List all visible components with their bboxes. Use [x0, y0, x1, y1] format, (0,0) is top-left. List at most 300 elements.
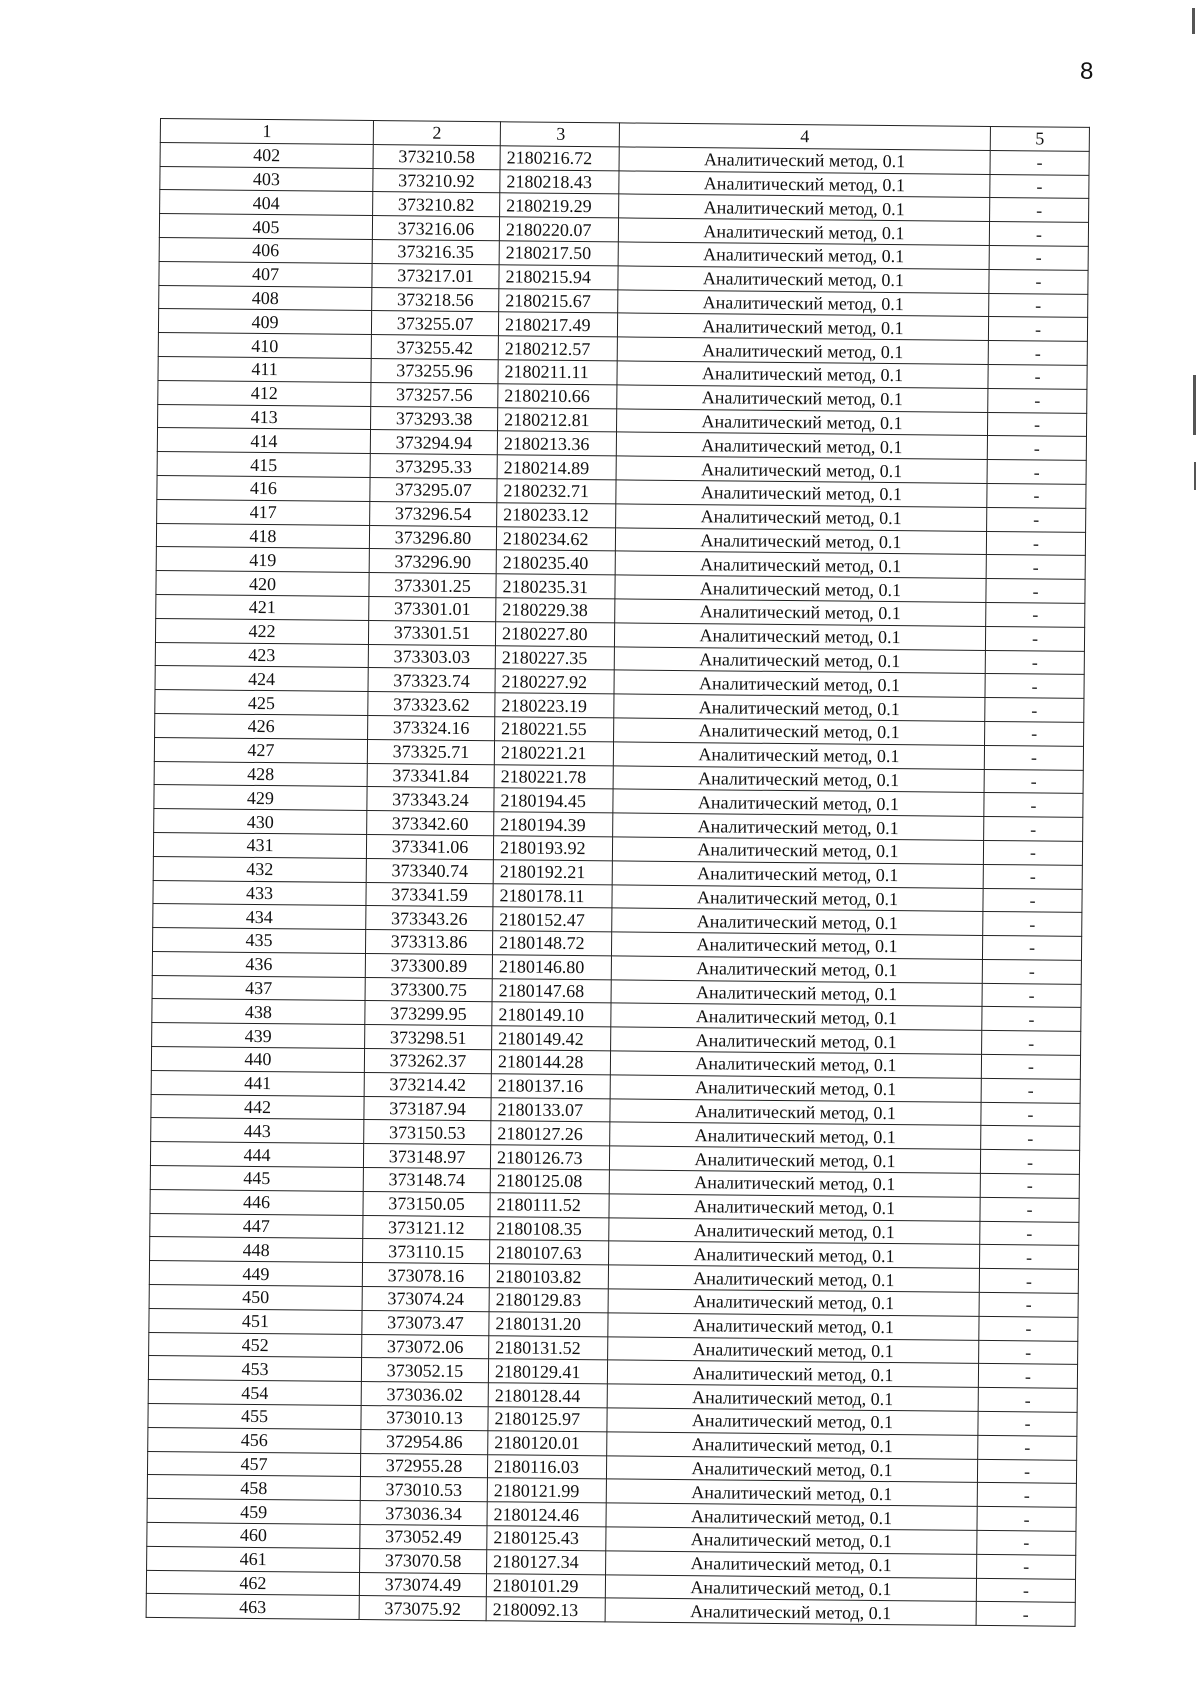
- method-accuracy-cell: Аналитический метод, 0.1: [618, 242, 989, 269]
- method-accuracy-cell: Аналитический метод, 0.1: [614, 670, 985, 697]
- header-col-1: 1: [160, 119, 373, 145]
- x-coordinate-cell: 373216.35: [372, 240, 499, 265]
- note-cell: -: [983, 864, 1082, 889]
- point-number-cell: 441: [151, 1070, 364, 1096]
- note-cell: -: [990, 150, 1089, 175]
- method-accuracy-cell: Аналитический метод, 0.1: [606, 1551, 977, 1578]
- point-number-cell: 450: [149, 1284, 362, 1310]
- method-accuracy-cell: Аналитический метод, 0.1: [615, 527, 986, 554]
- point-number-cell: 426: [155, 713, 368, 739]
- note-cell: -: [987, 412, 1086, 437]
- y-coordinate-cell: 2180111.52: [490, 1193, 609, 1218]
- x-coordinate-cell: 373300.75: [365, 977, 492, 1002]
- y-coordinate-cell: 2180148.72: [492, 931, 611, 956]
- point-number-cell: 406: [159, 237, 372, 263]
- x-coordinate-cell: 373324.16: [368, 715, 495, 740]
- method-accuracy-cell: Аналитический метод, 0.1: [614, 694, 985, 721]
- point-number-cell: 447: [150, 1213, 363, 1239]
- x-coordinate-cell: 373150.53: [364, 1120, 491, 1145]
- note-cell: -: [978, 1388, 1077, 1413]
- method-accuracy-cell: Аналитический метод, 0.1: [614, 718, 985, 745]
- method-accuracy-cell: Аналитический метод, 0.1: [610, 1099, 981, 1126]
- y-coordinate-cell: 2180092.13: [486, 1597, 605, 1622]
- point-number-cell: 405: [159, 214, 372, 240]
- x-coordinate-cell: 373255.07: [371, 311, 498, 336]
- y-coordinate-cell: 2180210.66: [498, 384, 617, 409]
- x-coordinate-cell: 373217.01: [372, 263, 499, 288]
- page-number: 8: [1080, 58, 1094, 85]
- point-number-cell: 408: [159, 285, 372, 311]
- y-coordinate-cell: 2180108.35: [490, 1216, 609, 1241]
- note-cell: -: [989, 269, 1088, 294]
- note-cell: -: [987, 483, 1086, 508]
- note-cell: -: [983, 912, 1082, 937]
- point-number-cell: 409: [158, 309, 371, 335]
- point-number-cell: 462: [146, 1570, 359, 1596]
- note-cell: -: [980, 1150, 1079, 1175]
- y-coordinate-cell: 2180131.52: [489, 1335, 608, 1360]
- x-coordinate-cell: 373341.06: [366, 834, 493, 859]
- method-accuracy-cell: Аналитический метод, 0.1: [615, 575, 986, 602]
- method-accuracy-cell: Аналитический метод, 0.1: [607, 1360, 978, 1387]
- x-coordinate-cell: 373121.12: [363, 1215, 490, 1240]
- y-coordinate-cell: 2180121.99: [487, 1478, 606, 1503]
- y-coordinate-cell: 2180220.07: [499, 217, 618, 242]
- y-coordinate-cell: 2180178.11: [493, 883, 612, 908]
- note-cell: -: [979, 1245, 1078, 1270]
- y-coordinate-cell: 2180212.81: [498, 407, 617, 432]
- x-coordinate-cell: 373210.58: [373, 144, 500, 169]
- note-cell: -: [976, 1578, 1075, 1603]
- note-cell: -: [979, 1269, 1078, 1294]
- point-number-cell: 424: [155, 666, 368, 692]
- y-coordinate-cell: 2180218.43: [500, 169, 619, 194]
- note-cell: -: [981, 1078, 1080, 1103]
- method-accuracy-cell: Аналитический метод, 0.1: [608, 1289, 979, 1316]
- x-coordinate-cell: 373340.74: [366, 858, 493, 883]
- y-coordinate-cell: 2180147.68: [492, 978, 611, 1003]
- y-coordinate-cell: 2180126.73: [490, 1145, 609, 1170]
- point-number-cell: 402: [160, 142, 373, 168]
- point-number-cell: 463: [146, 1594, 359, 1620]
- point-number-cell: 446: [150, 1189, 363, 1215]
- note-cell: -: [988, 317, 1087, 342]
- scan-artifact: [1192, 8, 1195, 34]
- point-number-cell: 458: [147, 1475, 360, 1501]
- method-accuracy-cell: Аналитический метод, 0.1: [605, 1598, 976, 1625]
- point-number-cell: 435: [153, 928, 366, 954]
- point-number-cell: 439: [152, 1023, 365, 1049]
- method-accuracy-cell: Аналитический метод, 0.1: [617, 361, 988, 388]
- method-accuracy-cell: Аналитический метод, 0.1: [615, 551, 986, 578]
- note-cell: -: [977, 1530, 1076, 1555]
- y-coordinate-cell: 2180137.16: [491, 1074, 610, 1099]
- method-accuracy-cell: Аналитический метод, 0.1: [607, 1432, 978, 1459]
- header-col-5: 5: [990, 126, 1089, 151]
- method-accuracy-cell: Аналитический метод, 0.1: [616, 480, 987, 507]
- point-number-cell: 444: [150, 1142, 363, 1168]
- point-number-cell: 438: [152, 999, 365, 1025]
- point-number-cell: 413: [158, 404, 371, 430]
- point-number-cell: 455: [148, 1403, 361, 1429]
- x-coordinate-cell: 373075.92: [359, 1596, 486, 1621]
- note-cell: -: [988, 388, 1087, 413]
- y-coordinate-cell: 2180214.89: [497, 455, 616, 480]
- x-coordinate-cell: 373110.15: [363, 1239, 490, 1264]
- point-number-cell: 418: [156, 523, 369, 549]
- x-coordinate-cell: 373010.13: [361, 1406, 488, 1431]
- point-number-cell: 410: [158, 333, 371, 359]
- point-number-cell: 452: [149, 1332, 362, 1358]
- y-coordinate-cell: 2180194.39: [494, 812, 613, 837]
- note-cell: -: [980, 1221, 1079, 1246]
- y-coordinate-cell: 2180192.21: [493, 859, 612, 884]
- point-number-cell: 434: [153, 904, 366, 930]
- x-coordinate-cell: 373210.82: [373, 192, 500, 217]
- note-cell: -: [983, 888, 1082, 913]
- method-accuracy-cell: Аналитический метод, 0.1: [609, 1241, 980, 1268]
- note-cell: -: [982, 959, 1081, 984]
- y-coordinate-cell: 2180101.29: [486, 1573, 605, 1598]
- note-cell: -: [986, 531, 1085, 556]
- header-col-3: 3: [500, 122, 619, 147]
- y-coordinate-cell: 2180149.10: [492, 1002, 611, 1027]
- x-coordinate-cell: 373323.74: [368, 668, 495, 693]
- y-coordinate-cell: 2180227.80: [495, 621, 614, 646]
- note-cell: -: [986, 555, 1085, 580]
- method-accuracy-cell: Аналитический метод, 0.1: [619, 171, 990, 198]
- method-accuracy-cell: Аналитический метод, 0.1: [617, 385, 988, 412]
- point-number-cell: 428: [154, 761, 367, 787]
- y-coordinate-cell: 2180125.08: [490, 1169, 609, 1194]
- x-coordinate-cell: 373299.95: [365, 1001, 492, 1026]
- method-accuracy-cell: Аналитический метод, 0.1: [615, 599, 986, 626]
- method-accuracy-cell: Аналитический метод, 0.1: [612, 837, 983, 864]
- y-coordinate-cell: 2180215.94: [499, 265, 618, 290]
- note-cell: -: [980, 1173, 1079, 1198]
- x-coordinate-cell: 373296.80: [369, 525, 496, 550]
- header-col-4: 4: [619, 123, 990, 150]
- y-coordinate-cell: 2180234.62: [496, 526, 615, 551]
- note-cell: -: [982, 1007, 1081, 1032]
- point-number-cell: 459: [147, 1499, 360, 1525]
- method-accuracy-cell: Аналитический метод, 0.1: [618, 266, 989, 293]
- method-accuracy-cell: Аналитический метод, 0.1: [611, 1027, 982, 1054]
- method-accuracy-cell: Аналитический метод, 0.1: [613, 765, 984, 792]
- note-cell: -: [982, 983, 1081, 1008]
- note-cell: -: [985, 698, 1084, 723]
- note-cell: -: [980, 1197, 1079, 1222]
- method-accuracy-cell: Аналитический метод, 0.1: [612, 884, 983, 911]
- y-coordinate-cell: 2180227.35: [495, 645, 614, 670]
- y-coordinate-cell: 2180144.28: [491, 1050, 610, 1075]
- y-coordinate-cell: 2180212.57: [498, 336, 617, 361]
- point-number-cell: 425: [155, 690, 368, 716]
- point-number-cell: 460: [147, 1522, 360, 1548]
- method-accuracy-cell: Аналитический метод, 0.1: [618, 218, 989, 245]
- x-coordinate-cell: 372954.86: [361, 1429, 488, 1454]
- y-coordinate-cell: 2180232.71: [497, 479, 616, 504]
- x-coordinate-cell: 373187.94: [364, 1096, 491, 1121]
- x-coordinate-cell: 373074.24: [362, 1287, 489, 1312]
- x-coordinate-cell: 373262.37: [364, 1049, 491, 1074]
- x-coordinate-cell: 373300.89: [365, 953, 492, 978]
- method-accuracy-cell: Аналитический метод, 0.1: [605, 1574, 976, 1601]
- y-coordinate-cell: 2180128.44: [488, 1383, 607, 1408]
- note-cell: -: [985, 721, 1084, 746]
- point-number-cell: 412: [158, 380, 371, 406]
- x-coordinate-cell: 373072.06: [362, 1334, 489, 1359]
- method-accuracy-cell: Аналитический метод, 0.1: [613, 789, 984, 816]
- scan-artifact: [1194, 462, 1196, 490]
- y-coordinate-cell: 2180131.20: [489, 1312, 608, 1337]
- point-number-cell: 403: [160, 166, 373, 192]
- y-coordinate-cell: 2180116.03: [487, 1454, 606, 1479]
- point-number-cell: 414: [157, 428, 370, 454]
- point-number-cell: 451: [149, 1308, 362, 1334]
- x-coordinate-cell: 373255.42: [371, 335, 498, 360]
- note-cell: -: [981, 1102, 1080, 1127]
- header-col-2: 2: [373, 121, 500, 146]
- x-coordinate-cell: 373342.60: [367, 811, 494, 836]
- x-coordinate-cell: 372955.28: [360, 1453, 487, 1478]
- note-cell: -: [982, 1031, 1081, 1056]
- y-coordinate-cell: 2180216.72: [500, 146, 619, 171]
- y-coordinate-cell: 2180124.46: [487, 1502, 606, 1527]
- note-cell: -: [984, 769, 1083, 794]
- method-accuracy-cell: Аналитический метод, 0.1: [609, 1146, 980, 1173]
- note-cell: -: [981, 1126, 1080, 1151]
- method-accuracy-cell: Аналитический метод, 0.1: [609, 1218, 980, 1245]
- note-cell: -: [978, 1435, 1077, 1460]
- x-coordinate-cell: 373036.02: [361, 1382, 488, 1407]
- x-coordinate-cell: 373343.26: [366, 906, 493, 931]
- y-coordinate-cell: 2180235.31: [496, 574, 615, 599]
- note-cell: -: [983, 840, 1082, 865]
- note-cell: -: [979, 1292, 1078, 1317]
- y-coordinate-cell: 2180103.82: [489, 1264, 608, 1289]
- point-number-cell: 417: [157, 499, 370, 525]
- method-accuracy-cell: Аналитический метод, 0.1: [611, 956, 982, 983]
- x-coordinate-cell: 373150.05: [363, 1191, 490, 1216]
- y-coordinate-cell: 2180125.97: [488, 1407, 607, 1432]
- note-cell: -: [990, 198, 1089, 223]
- y-coordinate-cell: 2180133.07: [491, 1097, 610, 1122]
- point-number-cell: 407: [159, 261, 372, 287]
- coordinates-table: [146, 118, 1090, 1627]
- point-number-cell: 404: [160, 190, 373, 216]
- method-accuracy-cell: Аналитический метод, 0.1: [607, 1384, 978, 1411]
- y-coordinate-cell: 2180223.19: [495, 693, 614, 718]
- point-number-cell: 461: [147, 1546, 360, 1572]
- note-cell: -: [982, 936, 1081, 961]
- y-coordinate-cell: 2180217.50: [499, 241, 618, 266]
- point-number-cell: 456: [148, 1427, 361, 1453]
- x-coordinate-cell: 373210.92: [373, 168, 500, 193]
- x-coordinate-cell: 373295.33: [370, 454, 497, 479]
- note-cell: -: [978, 1411, 1077, 1436]
- y-coordinate-cell: 2180219.29: [500, 193, 619, 218]
- x-coordinate-cell: 373325.71: [367, 739, 494, 764]
- point-number-cell: 442: [151, 1094, 364, 1120]
- note-cell: -: [977, 1483, 1076, 1508]
- method-accuracy-cell: Аналитический метод, 0.1: [616, 456, 987, 483]
- method-accuracy-cell: Аналитический метод, 0.1: [617, 337, 988, 364]
- x-coordinate-cell: 373257.56: [371, 382, 498, 407]
- y-coordinate-cell: 2180211.11: [498, 360, 617, 385]
- y-coordinate-cell: 2180127.34: [487, 1550, 606, 1575]
- point-number-cell: 430: [154, 809, 367, 835]
- x-coordinate-cell: 373323.62: [368, 692, 495, 717]
- x-coordinate-cell: 373301.01: [369, 596, 496, 621]
- y-coordinate-cell: 2180129.41: [488, 1359, 607, 1384]
- y-coordinate-cell: 2180213.36: [497, 431, 616, 456]
- note-cell: -: [988, 364, 1087, 389]
- point-number-cell: 432: [153, 856, 366, 882]
- note-cell: -: [989, 293, 1088, 318]
- y-coordinate-cell: 2180217.49: [498, 312, 617, 337]
- note-cell: -: [978, 1364, 1077, 1389]
- method-accuracy-cell: Аналитический метод, 0.1: [611, 1003, 982, 1030]
- method-accuracy-cell: Аналитический метод, 0.1: [613, 742, 984, 769]
- point-number-cell: 457: [147, 1451, 360, 1477]
- x-coordinate-cell: 373214.42: [364, 1072, 491, 1097]
- x-coordinate-cell: 373070.58: [360, 1548, 487, 1573]
- y-coordinate-cell: 2180127.26: [491, 1121, 610, 1146]
- method-accuracy-cell: Аналитический метод, 0.1: [610, 1051, 981, 1078]
- x-coordinate-cell: 373073.47: [362, 1310, 489, 1335]
- point-number-cell: 437: [152, 975, 365, 1001]
- y-coordinate-cell: 2180215.67: [499, 288, 618, 313]
- method-accuracy-cell: Аналитический метод, 0.1: [608, 1336, 979, 1363]
- x-coordinate-cell: 373341.84: [367, 763, 494, 788]
- note-cell: -: [976, 1602, 1075, 1627]
- point-number-cell: 421: [156, 594, 369, 620]
- method-accuracy-cell: Аналитический метод, 0.1: [612, 908, 983, 935]
- note-cell: -: [984, 745, 1083, 770]
- method-accuracy-cell: Аналитический метод, 0.1: [617, 313, 988, 340]
- method-accuracy-cell: Аналитический метод, 0.1: [610, 1122, 981, 1149]
- x-coordinate-cell: 373010.53: [360, 1477, 487, 1502]
- point-number-cell: 419: [156, 547, 369, 573]
- x-coordinate-cell: 373341.59: [366, 882, 493, 907]
- point-number-cell: 429: [154, 785, 367, 811]
- x-coordinate-cell: 373052.49: [360, 1525, 487, 1550]
- x-coordinate-cell: 373301.25: [369, 573, 496, 598]
- note-cell: -: [985, 650, 1084, 675]
- method-accuracy-cell: Аналитический метод, 0.1: [606, 1527, 977, 1554]
- note-cell: -: [987, 436, 1086, 461]
- method-accuracy-cell: Аналитический метод, 0.1: [607, 1408, 978, 1435]
- y-coordinate-cell: 2180120.01: [488, 1431, 607, 1456]
- x-coordinate-cell: 373148.74: [363, 1168, 490, 1193]
- point-number-cell: 420: [156, 571, 369, 597]
- scan-artifact: [1193, 375, 1196, 435]
- method-accuracy-cell: Аналитический метод, 0.1: [609, 1194, 980, 1221]
- x-coordinate-cell: 373255.96: [371, 359, 498, 384]
- method-accuracy-cell: Аналитический метод, 0.1: [618, 289, 989, 316]
- method-accuracy-cell: Аналитический метод, 0.1: [608, 1265, 979, 1292]
- y-coordinate-cell: 2180221.55: [495, 717, 614, 742]
- x-coordinate-cell: 373078.16: [362, 1263, 489, 1288]
- note-cell: -: [987, 507, 1086, 532]
- method-accuracy-cell: Аналитический метод, 0.1: [606, 1503, 977, 1530]
- y-coordinate-cell: 2180229.38: [496, 598, 615, 623]
- y-coordinate-cell: 2180194.45: [494, 788, 613, 813]
- y-coordinate-cell: 2180233.12: [497, 503, 616, 528]
- note-cell: -: [979, 1316, 1078, 1341]
- method-accuracy-cell: Аналитический метод, 0.1: [619, 194, 990, 221]
- point-number-cell: 433: [153, 880, 366, 906]
- note-cell: -: [979, 1340, 1078, 1365]
- y-coordinate-cell: 2180149.42: [492, 1026, 611, 1051]
- method-accuracy-cell: Аналитический метод, 0.1: [606, 1479, 977, 1506]
- x-coordinate-cell: 373298.51: [365, 1025, 492, 1050]
- note-cell: -: [984, 793, 1083, 818]
- point-number-cell: 453: [148, 1356, 361, 1382]
- y-coordinate-cell: 2180107.63: [490, 1240, 609, 1265]
- method-accuracy-cell: Аналитический метод, 0.1: [614, 646, 985, 673]
- x-coordinate-cell: 373052.15: [361, 1358, 488, 1383]
- note-cell: -: [984, 817, 1083, 842]
- x-coordinate-cell: 373301.51: [368, 620, 495, 645]
- y-coordinate-cell: 2180227.92: [495, 669, 614, 694]
- method-accuracy-cell: Аналитический метод, 0.1: [616, 432, 987, 459]
- point-number-cell: 422: [155, 618, 368, 644]
- point-number-cell: 443: [151, 1118, 364, 1144]
- note-cell: -: [987, 460, 1086, 485]
- y-coordinate-cell: 2180152.47: [493, 907, 612, 932]
- y-coordinate-cell: 2180221.78: [494, 764, 613, 789]
- method-accuracy-cell: Аналитический метод, 0.1: [609, 1170, 980, 1197]
- point-number-cell: 445: [150, 1166, 363, 1192]
- x-coordinate-cell: 373293.38: [371, 406, 498, 431]
- x-coordinate-cell: 373303.03: [368, 644, 495, 669]
- note-cell: -: [989, 245, 1088, 270]
- x-coordinate-cell: 373343.24: [367, 787, 494, 812]
- y-coordinate-cell: 2180221.21: [494, 740, 613, 765]
- note-cell: -: [977, 1507, 1076, 1532]
- method-accuracy-cell: Аналитический метод, 0.1: [616, 504, 987, 531]
- y-coordinate-cell: 2180193.92: [493, 836, 612, 861]
- note-cell: -: [986, 602, 1085, 627]
- coordinates-table-container: [146, 118, 1090, 1627]
- method-accuracy-cell: Аналитический метод, 0.1: [617, 408, 988, 435]
- method-accuracy-cell: Аналитический метод, 0.1: [611, 980, 982, 1007]
- x-coordinate-cell: 373218.56: [372, 287, 499, 312]
- point-number-cell: 454: [148, 1380, 361, 1406]
- note-cell: -: [990, 174, 1089, 199]
- point-number-cell: 448: [150, 1237, 363, 1263]
- x-coordinate-cell: 373295.07: [370, 477, 497, 502]
- x-coordinate-cell: 373036.34: [360, 1501, 487, 1526]
- x-coordinate-cell: 373294.94: [370, 430, 497, 455]
- method-accuracy-cell: Аналитический метод, 0.1: [610, 1075, 981, 1102]
- point-number-cell: 415: [157, 452, 370, 478]
- y-coordinate-cell: 2180146.80: [492, 955, 611, 980]
- note-cell: -: [985, 626, 1084, 651]
- x-coordinate-cell: 373296.90: [369, 549, 496, 574]
- note-cell: -: [977, 1554, 1076, 1579]
- x-coordinate-cell: 373296.54: [370, 501, 497, 526]
- method-accuracy-cell: Аналитический метод, 0.1: [608, 1313, 979, 1340]
- point-number-cell: 427: [154, 737, 367, 763]
- x-coordinate-cell: 373216.06: [372, 216, 499, 241]
- point-number-cell: 423: [155, 642, 368, 668]
- point-number-cell: 436: [152, 951, 365, 977]
- y-coordinate-cell: 2180235.40: [496, 550, 615, 575]
- point-number-cell: 440: [151, 1047, 364, 1073]
